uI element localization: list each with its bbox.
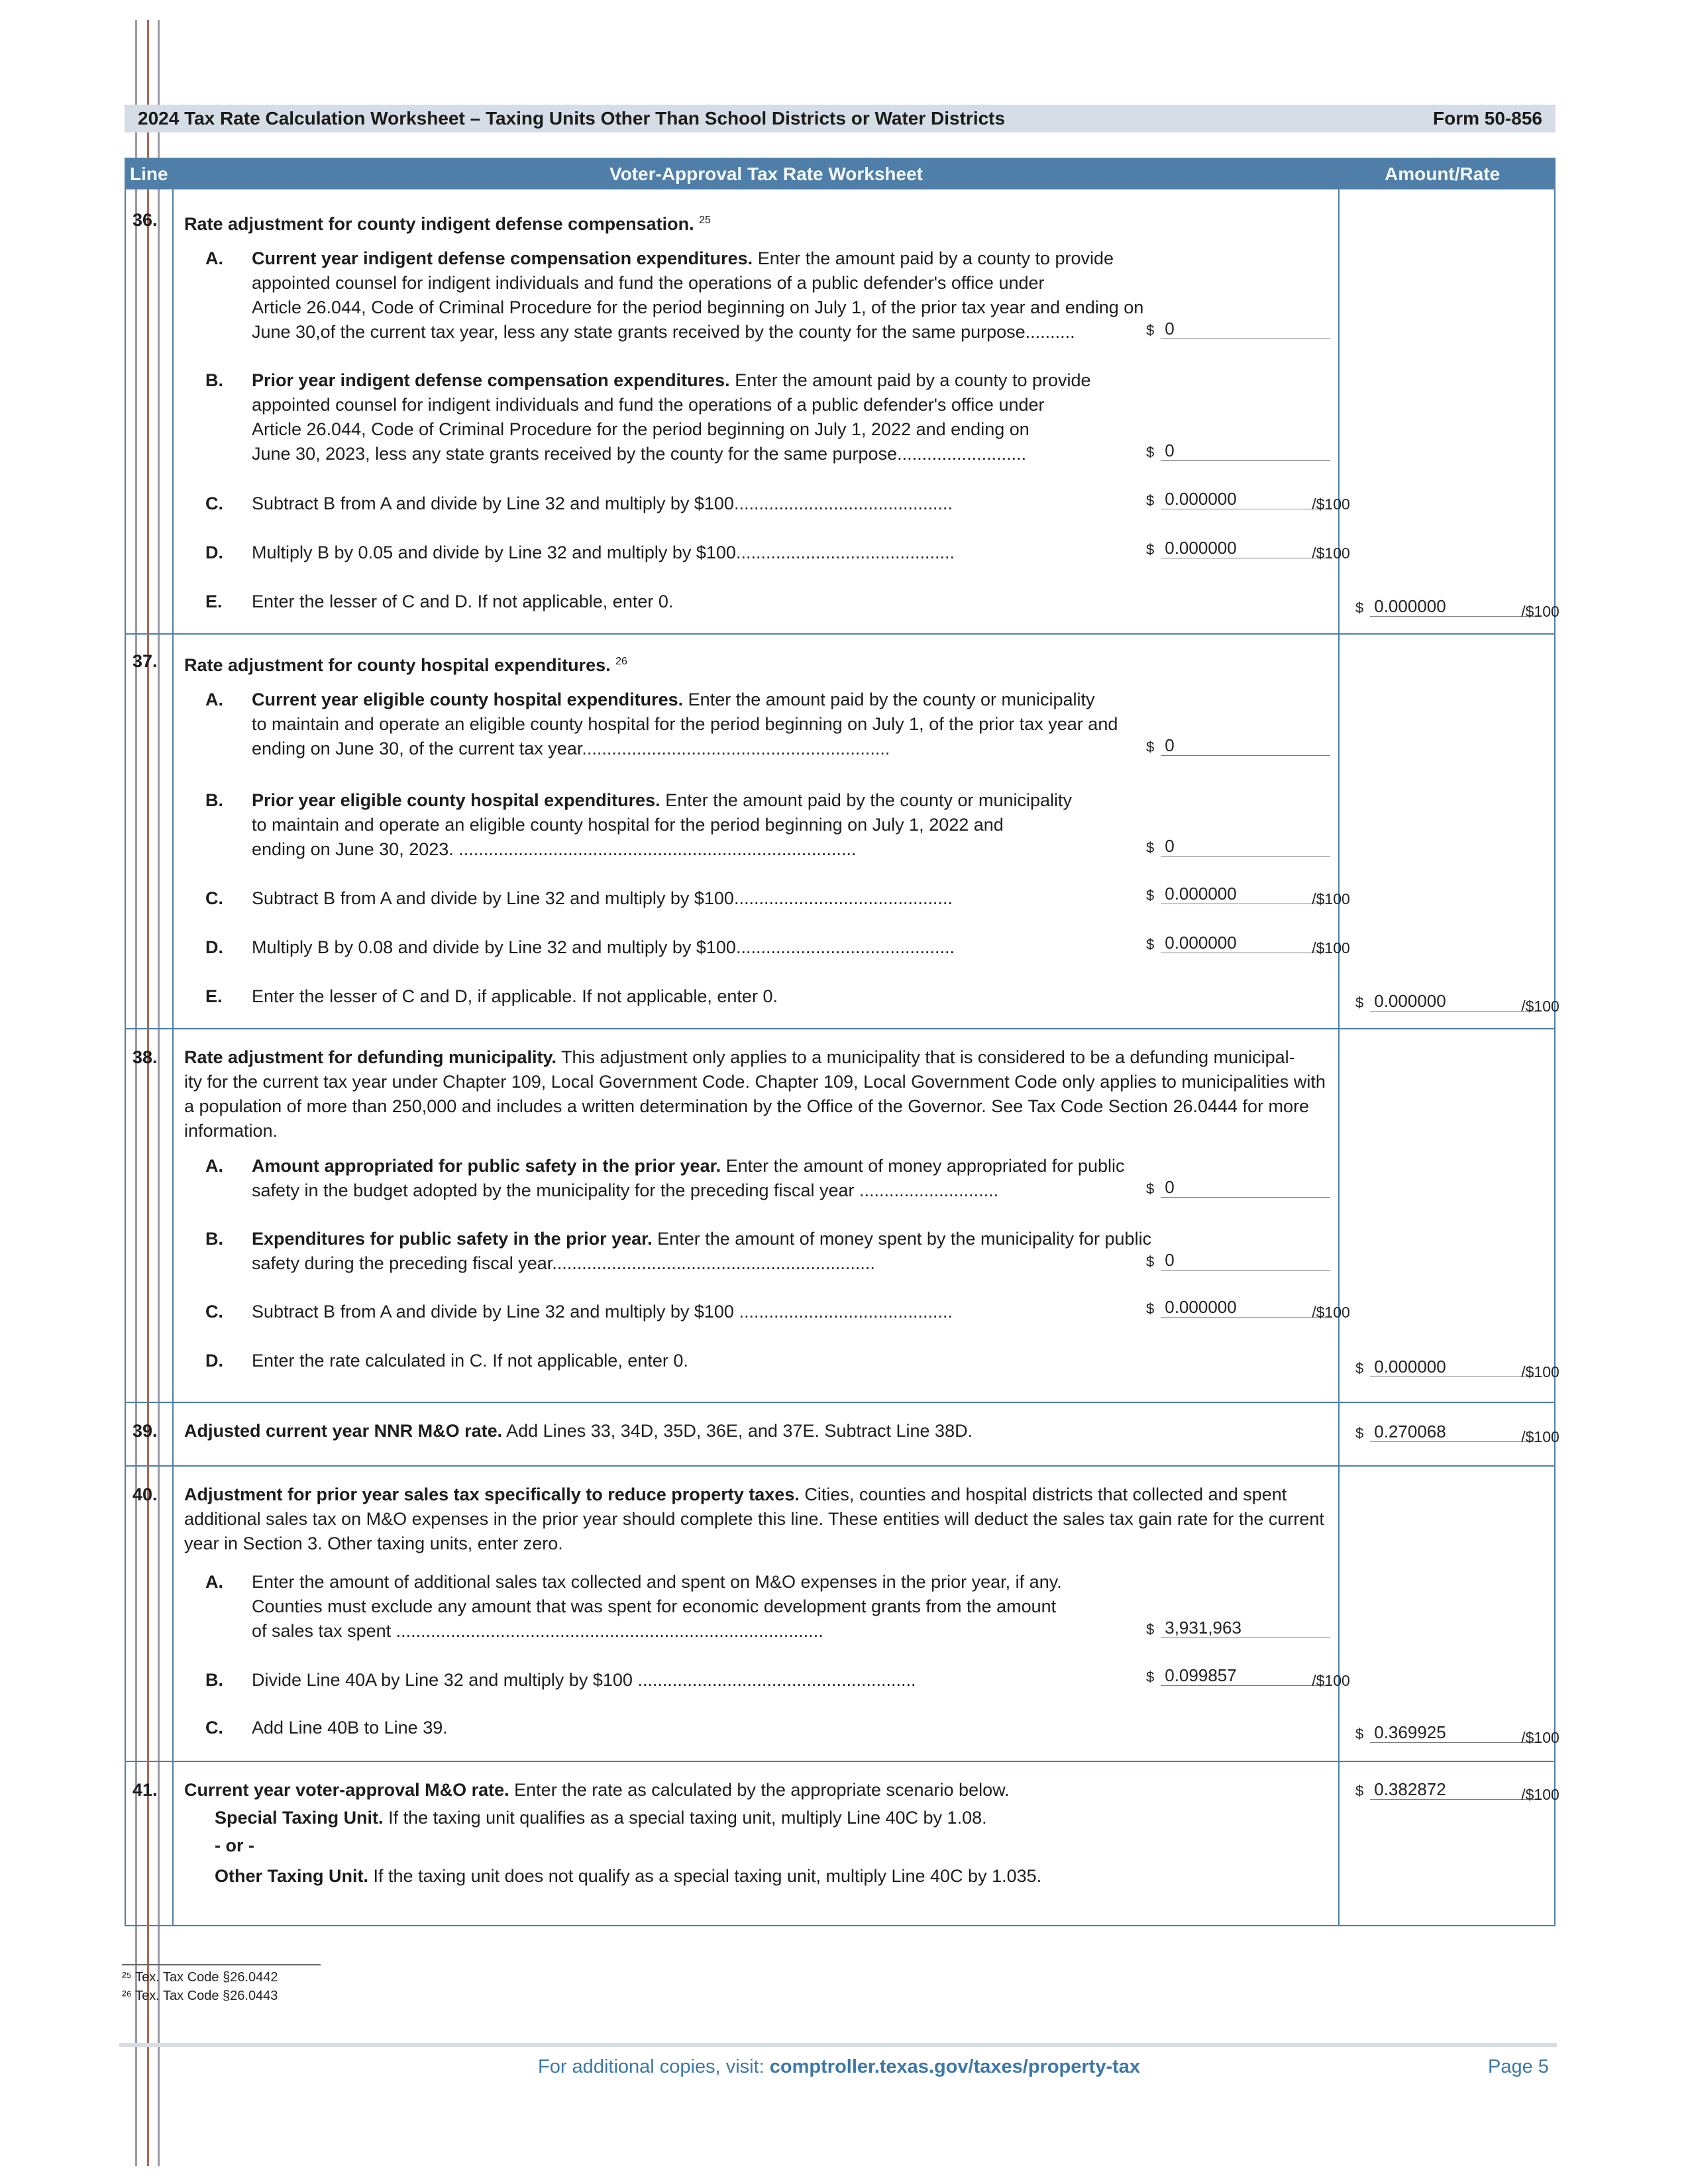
line-title: Adjustment for prior year sales tax specifically to reduce property taxes. Cities, counties and hospital districts that collected and spent bbox=[184, 1484, 1287, 1504]
item-text: Add Line 40B to Line 39. bbox=[252, 1718, 448, 1738]
item-text: Multiply B by 0.08 and divide by Line 32 and multiply by $100............................................ bbox=[252, 937, 955, 957]
item-label: A. bbox=[205, 1156, 223, 1176]
item-text: Current year indigent defense compensation expenditures. Enter the amount paid by a county to provide bbox=[252, 248, 1114, 268]
form-title: 2024 Tax Rate Calculation Worksheet – Taxing Units Other Than School Districts or Water Districts bbox=[138, 108, 1006, 129]
item-text: Counties must exclude any amount that was spent for economic development grants from the amount bbox=[252, 1596, 1057, 1616]
item-label: C. bbox=[205, 1302, 223, 1322]
other-taxing-unit: Other Taxing Unit. If the taxing unit does not qualify as a special taxing unit, multiply Line 40C by 1.035. bbox=[215, 1866, 1042, 1886]
rate-field[interactable]: $ 0.000000 /$100 bbox=[1355, 991, 1559, 1015]
item-label: A. bbox=[205, 1572, 223, 1592]
item-label: E. bbox=[205, 986, 223, 1006]
amount-field[interactable]: $ 3,931,963 bbox=[1146, 1618, 1330, 1638]
item-label: C. bbox=[205, 1718, 223, 1738]
line-41 bbox=[125, 1761, 1559, 1926]
footnote-rule bbox=[122, 1964, 321, 1965]
line-title: Adjusted current year NNR M&O rate. Add Lines 33, 34D, 35D, 36E, and 37E. Subtract Line 38D. bbox=[184, 1421, 973, 1441]
item-text: June 30,of the current tax year, less any state grants received by the county for the same purpose.......... bbox=[252, 322, 1075, 342]
item-label: E. bbox=[205, 592, 223, 611]
rate-field[interactable]: $ 0.000000 /$100 bbox=[1146, 884, 1350, 908]
line-text: ity for the current tax year under Chapter 109, Local Government Code. Chapter 109, Local Government Code only applies to municipalities with bbox=[184, 1072, 1326, 1092]
item-label: D. bbox=[205, 1351, 223, 1371]
rate-field[interactable]: $ 0.369925 /$100 bbox=[1355, 1722, 1559, 1746]
item-text: Enter the amount of additional sales tax collected and spent on M&O expenses in the prior year, if any. bbox=[252, 1572, 1062, 1592]
line-number: 40. bbox=[132, 1484, 158, 1504]
form-header bbox=[125, 105, 1556, 132]
rate-field[interactable]: $ 0.000000 /$100 bbox=[1146, 538, 1350, 562]
rate-field[interactable]: $ 0.099857 /$100 bbox=[1146, 1665, 1350, 1689]
line-38 bbox=[125, 1028, 1559, 1403]
item-text: Enter the lesser of C and D, if applicable. If not applicable, enter 0. bbox=[252, 986, 778, 1006]
line-title: Current year voter-approval M&O rate. Enter the rate as calculated by the appropriate scenario below. bbox=[184, 1780, 1010, 1800]
footnote-25: ²⁵ Tex. Tax Code §26.0442 bbox=[122, 1970, 278, 1985]
item-text: Subtract B from A and divide by Line 32 and multiply by $100............................................ bbox=[252, 888, 953, 908]
footnote-26: ²⁶ Tex. Tax Code §26.0443 bbox=[122, 1989, 278, 2003]
item-label: C. bbox=[205, 494, 223, 513]
line-number: 36. bbox=[132, 210, 158, 230]
item-text: ending on June 30, 2023. ................................................................................ bbox=[252, 839, 857, 859]
item-text: Expenditures for public safety in the prior year. Enter the amount of money spent by the municipality for public bbox=[252, 1229, 1152, 1249]
item-text: Divide Line 40A by Line 32 and multiply by $100 ........................................................ bbox=[252, 1670, 916, 1690]
line-37 bbox=[125, 633, 1559, 1029]
line-number: 38. bbox=[132, 1047, 158, 1067]
item-text: ending on June 30, of the current tax year.............................................................. bbox=[252, 739, 890, 758]
item-text: of sales tax spent ...................................................................................... bbox=[252, 1621, 823, 1641]
col-amount: Amount/Rate bbox=[1385, 164, 1501, 184]
item-text: appointed counsel for indigent individuals and fund the operations of a public defender's office under bbox=[252, 273, 1045, 293]
amount-field[interactable]: $ 0 bbox=[1146, 1250, 1330, 1271]
footer-link[interactable]: comptroller.texas.gov/taxes/property-tax bbox=[769, 2056, 1141, 2077]
item-text: Article 26.044, Code of Criminal Procedure for the period beginning on July 1, of the prior tax year and ending on bbox=[252, 297, 1144, 317]
footer-copies: For additional copies, visit: comptroller.texas.gov/taxes/property-tax bbox=[538, 2056, 1141, 2077]
item-label: B. bbox=[205, 1670, 223, 1690]
line-text: information. bbox=[184, 1121, 278, 1141]
item-label: C. bbox=[205, 888, 223, 908]
line-36 bbox=[125, 189, 1559, 635]
line-40 bbox=[125, 1465, 1559, 1762]
item-text: Amount appropriated for public safety in the prior year. Enter the amount of money appropriated for public bbox=[252, 1156, 1125, 1176]
rate-field[interactable]: $ 0.382872 /$100 bbox=[1355, 1779, 1559, 1803]
rate-field[interactable]: $ 0.000000 /$100 bbox=[1146, 489, 1350, 513]
item-label: D. bbox=[205, 937, 223, 957]
line-text: year in Section 3. Other taxing units, enter zero. bbox=[184, 1534, 563, 1553]
special-taxing-unit: Special Taxing Unit. If the taxing unit qualifies as a special taxing unit, multiply Line 40C by 1.08. bbox=[215, 1808, 987, 1828]
amount-field[interactable]: $ 0 bbox=[1146, 319, 1330, 339]
rate-field[interactable]: $ 0.000000 /$100 bbox=[1355, 1357, 1559, 1380]
item-text: Multiply B by 0.05 and divide by Line 32 and multiply by $100............................................ bbox=[252, 543, 955, 562]
item-text: Prior year eligible county hospital expenditures. Enter the amount paid by the county or municipality bbox=[252, 790, 1073, 810]
item-text: Subtract B from A and divide by Line 32 and multiply by $100 ........................................... bbox=[252, 1302, 953, 1322]
item-text: Current year eligible county hospital expenditures. Enter the amount paid by the county or municipality bbox=[252, 690, 1095, 709]
item-label: A. bbox=[205, 248, 223, 268]
item-text: to maintain and operate an eligible county hospital for the period beginning on July 1, of the prior tax year and bbox=[252, 714, 1118, 734]
page-number: Page 5 bbox=[1488, 2056, 1549, 2077]
item-text: appointed counsel for indigent individuals and fund the operations of a public defender's office under bbox=[252, 395, 1045, 415]
column-header bbox=[125, 158, 1556, 189]
amount-field[interactable]: $ 0 bbox=[1146, 441, 1330, 461]
item-text: to maintain and operate an eligible county hospital for the period beginning on July 1, 2022 and bbox=[252, 815, 1004, 835]
amount-field[interactable]: $ 0 bbox=[1146, 735, 1330, 756]
worksheet-table bbox=[125, 189, 1559, 1925]
item-text: safety during the preceding fiscal year................................................................. bbox=[252, 1253, 875, 1273]
form-number: Form 50-856 bbox=[1433, 108, 1542, 129]
line-text: additional sales tax on M&O expenses in the prior year should complete this line. These entities will deduct the sales tax gain rate for the current bbox=[184, 1509, 1324, 1529]
item-text: Article 26.044, Code of Criminal Procedure for the period beginning on July 1, 2022 and ending on bbox=[252, 419, 1029, 439]
amount-field[interactable]: $ 0 bbox=[1146, 836, 1330, 857]
line-number: 41. bbox=[132, 1780, 158, 1800]
line-number: 39. bbox=[132, 1421, 158, 1441]
rate-field[interactable]: $ 0.000000 /$100 bbox=[1146, 1297, 1350, 1321]
item-text: safety in the budget adopted by the municipality for the preceding fiscal year ............................ bbox=[252, 1180, 999, 1200]
rate-field[interactable]: $ 0.000000 /$100 bbox=[1355, 596, 1559, 620]
item-text: Prior year indigent defense compensation expenditures. Enter the amount paid by a county to provide bbox=[252, 370, 1091, 390]
line-39 bbox=[125, 1402, 1559, 1467]
col-line: Line bbox=[130, 164, 168, 184]
line-text: a population of more than 250,000 and includes a written determination by the Office of the Governor. See Tax Code Section 26.0444 for more bbox=[184, 1096, 1310, 1116]
col-worksheet: Voter-Approval Tax Rate Worksheet bbox=[609, 164, 923, 184]
amount-field[interactable]: $ 0 bbox=[1146, 1177, 1330, 1198]
item-label: B. bbox=[205, 370, 223, 390]
line-title: Rate adjustment for defunding municipality. This adjustment only applies to a municipality that is considered to be a defunding municipal- bbox=[184, 1047, 1295, 1067]
line-number: 37. bbox=[132, 651, 158, 671]
item-text: Subtract B from A and divide by Line 32 and multiply by $100............................................ bbox=[252, 494, 953, 513]
item-label: B. bbox=[205, 790, 223, 810]
footer-rule bbox=[119, 2043, 1557, 2047]
item-label: A. bbox=[205, 690, 223, 709]
item-label: B. bbox=[205, 1229, 223, 1249]
item-text: Enter the rate calculated in C. If not applicable, enter 0. bbox=[252, 1351, 688, 1371]
or-separator: - or - bbox=[215, 1836, 254, 1855]
item-label: D. bbox=[205, 543, 223, 562]
rate-field[interactable]: $ 0.000000 /$100 bbox=[1146, 933, 1350, 957]
line-title: Rate adjustment for county indigent defense compensation. $^{25}$ bbox=[184, 214, 711, 234]
line-title: Rate adjustment for county hospital expenditures. $^{26}$ bbox=[184, 655, 627, 675]
item-text: June 30, 2023, less any state grants received by the county for the same purpose.......................... bbox=[252, 444, 1027, 464]
rate-field[interactable]: $ 0.270068 /$100 bbox=[1355, 1422, 1559, 1445]
item-text: Enter the lesser of C and D. If not applicable, enter 0. bbox=[252, 592, 674, 611]
